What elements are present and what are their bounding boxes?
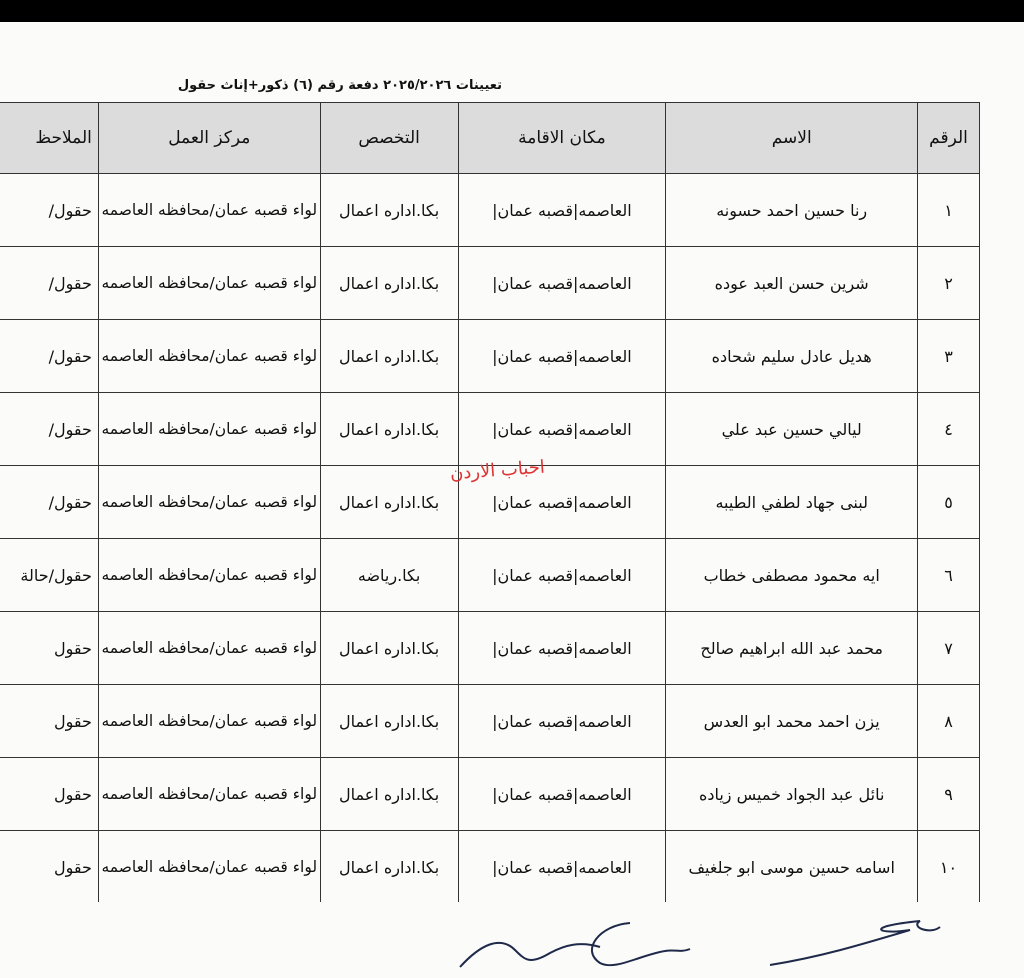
cell-notes: حقول/ [0,174,98,247]
cell-specialty: بكا.اداره اعمال [320,320,458,393]
table-row [0,685,980,758]
cell-num: ٩ [918,758,980,831]
header-notes: الملاحظ [0,103,98,174]
cell-specialty: بكا.اداره اعمال [320,758,458,831]
cell-num: ٢ [918,247,980,320]
cell-specialty: بكا.اداره اعمال [320,831,458,903]
cell-work-center: لواء قصبه عمان/محافظه العاصمه [98,612,320,685]
header-specialty: التخصص [320,103,458,174]
cell-num: ٥ [918,466,980,539]
cell-work-center: لواء قصبه عمان/محافظه العاصمه [98,685,320,758]
cell-residence: العاصمه|قصبه عمان| [458,320,666,393]
cell-notes: حقول [0,758,98,831]
cell-name: لبنى جهاد لطفي الطيبه [666,466,918,539]
cell-work-center: لواء قصبه عمان/محافظه العاصمه [98,539,320,612]
cell-specialty: بكا.رياضه [320,539,458,612]
appointments-table [0,102,980,902]
cell-num: ٤ [918,393,980,466]
cell-notes: حقول/ [0,247,98,320]
cell-name: نائل عبد الجواد خميس زياده [666,758,918,831]
cell-num: ٧ [918,612,980,685]
cell-specialty: بكا.اداره اعمال [320,247,458,320]
handwritten-signatures [440,905,1000,978]
table-row [0,247,980,320]
cell-notes: حقول/ [0,320,98,393]
header-name: الاسم [666,103,918,174]
scan-top-edge [0,0,1024,22]
table-row [0,612,980,685]
header-residence: مكان الاقامة [458,103,666,174]
cell-specialty: بكا.اداره اعمال [320,466,458,539]
header-row [0,103,980,174]
cell-residence: العاصمه|قصبه عمان| [458,247,666,320]
cell-num: ١ [918,174,980,247]
cell-notes: حقول [0,612,98,685]
cell-work-center: لواء قصبه عمان/محافظه العاصمه [98,320,320,393]
cell-notes: حقول [0,685,98,758]
cell-notes: حقول [0,831,98,903]
cell-num: ١٠ [918,831,980,903]
cell-work-center: لواء قصبه عمان/محافظه العاصمه [98,466,320,539]
cell-work-center: لواء قصبه عمان/محافظه العاصمه [98,393,320,466]
cell-work-center: لواء قصبه عمان/محافظه العاصمه [98,174,320,247]
cell-residence: العاصمه|قصبه عمان| [458,466,666,539]
cell-residence: العاصمه|قصبه عمان| [458,174,666,247]
document-title: تعيينات ٢٠٢٥/٢٠٢٦ دفعة رقم (٦) ذكور+إناث حقول [177,78,502,93]
cell-residence: العاصمه|قصبه عمان| [458,539,666,612]
cell-name: يزن احمد محمد ابو العدس [666,685,918,758]
cell-residence: العاصمه|قصبه عمان| [458,393,666,466]
cell-num: ٦ [918,539,980,612]
cell-residence: العاصمه|قصبه عمان| [458,685,666,758]
cell-name: رنا حسين احمد حسونه [666,174,918,247]
cell-num: ٨ [918,685,980,758]
cell-work-center: لواء قصبه عمان/محافظه العاصمه [98,758,320,831]
cell-num: ٣ [918,320,980,393]
header-num: الرقم [918,103,980,174]
cell-name: هديل عادل سليم شحاده [666,320,918,393]
table-container [0,102,980,902]
cell-residence: العاصمه|قصبه عمان| [458,831,666,903]
cell-name: محمد عبد الله ابراهيم صالح [666,612,918,685]
table-row [0,758,980,831]
cell-notes: حقول/ [0,466,98,539]
table-row [0,393,980,466]
cell-work-center: لواء قصبه عمان/محافظه العاصمه [98,247,320,320]
cell-specialty: بكا.اداره اعمال [320,174,458,247]
cell-specialty: بكا.اداره اعمال [320,685,458,758]
table-row [0,539,980,612]
watermark: احباب الاردن [449,456,546,485]
cell-work-center: لواء قصبه عمان/محافظه العاصمه [98,831,320,903]
cell-specialty: بكا.اداره اعمال [320,393,458,466]
cell-name: اسامه حسين موسى ابو جلغيف [666,831,918,903]
table-row [0,320,980,393]
table-row [0,174,980,247]
table-row [0,831,980,903]
cell-residence: العاصمه|قصبه عمان| [458,758,666,831]
cell-specialty: بكا.اداره اعمال [320,612,458,685]
cell-residence: العاصمه|قصبه عمان| [458,612,666,685]
cell-notes: حقول/ [0,393,98,466]
cell-name: شرين حسن العبد عوده [666,247,918,320]
cell-name: ليالي حسين عبد علي [666,393,918,466]
header-work-center: مركز العمل [98,103,320,174]
cell-name: ايه محمود مصطفى خطاب [666,539,918,612]
cell-notes: حقول/حالة [0,539,98,612]
